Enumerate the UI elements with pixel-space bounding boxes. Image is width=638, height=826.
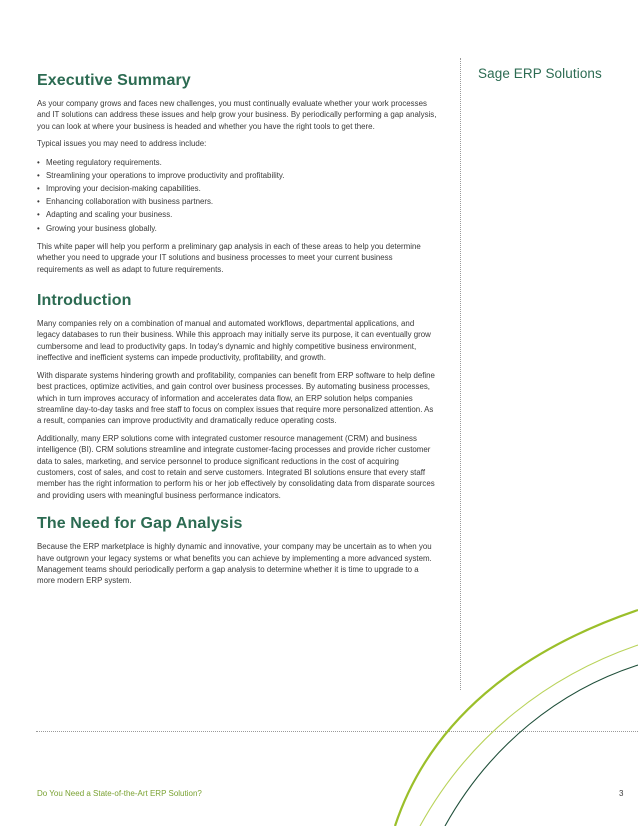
- page-number: 3: [619, 789, 624, 798]
- list-item: • Improving your decision-making capabilities.: [37, 182, 437, 195]
- list-item: • Adapting and scaling your business.: [37, 208, 437, 221]
- main-content: [37, 72, 437, 593]
- executive-summary-section: [37, 72, 437, 275]
- section-heading: Introduction: [37, 292, 132, 310]
- paragraph: As your company grows and faces new challenges, you must continually evaluate whether your work processes and IT solutions can address these issues and help grow your business. By periodically performing a gap analysis, you can look at where your business is headed and whether you have the right tools to get there.: [37, 99, 437, 131]
- list-item: • Enhancing collaboration with business partners.: [37, 195, 437, 208]
- list-item: • Growing your business globally.: [37, 222, 437, 235]
- footer-title: Do You Need a State-of-the-Art ERP Solution?: [37, 789, 202, 798]
- list-item: • Streamlining your operations to improve productivity and profitability.: [37, 169, 437, 182]
- paragraph: This white paper will help you perform a preliminary gap analysis in each of these areas to help you determine whether you need to upgrade your IT solutions and business processes to meet your current business requirements as well as adapt to future requirements.: [37, 241, 421, 274]
- section-heading: Executive Summary: [37, 72, 191, 89]
- gap-analysis-section: [37, 515, 437, 587]
- paragraph: With disparate systems hindering growth and profitability, companies can benefit from ERP software to help define best practices, optimize activities, and gain control over business processes. By automating business processes, which in turn improves accuracy of information and accelerates data flow, an ERP solution helps companies streamline day-to-day tasks and free staff to focus on complex issues that require more personalized attention. As a result, companies can improve productivity and dramatically reduce operating costs.: [37, 370, 435, 426]
- paragraph: Additionally, many ERP solutions come with integrated customer resource management (CRM) and business intelligence (BI). CRM solutions streamline and integrate customer-facing processes and provide richer customer data to sales, marketing, and service personnel to produce significant reductions in the cost of acquiring customers, cost of sales, and cost to retain and serve customers. Integrated BI solutions ensure that every staff member has the right information to perform his or her job effectively by consolidating data from disparate sources and providing users with meaningful business performance indicators.: [37, 433, 435, 500]
- swoosh-green-curve: [395, 610, 638, 826]
- issues-list: [37, 156, 437, 235]
- list-item: • Meeting regulatory requirements.: [37, 156, 437, 169]
- swoosh-green-thin-curve: [420, 645, 638, 826]
- paragraph: Typical issues you may need to address include:: [37, 139, 207, 149]
- introduction-section: [37, 292, 437, 501]
- paragraph: Many companies rely on a combination of manual and automated workflows, departmental applications, and legacy databases to run their business. While this approach may initially serve its purpose, it can eventually grow cumbersome and lead to productivity gaps. In today's dynamic and highly competitive business environment, ineffective and inefficient systems can impede productivity, profitability, and growth.: [37, 319, 431, 363]
- paragraph: Because the ERP marketplace is highly dynamic and innovative, your company may be uncertain as to when you have outgrown your legacy systems or what benefits you can achieve by implementing a more advanced system. Management teams should periodically perform a gap analysis to determine whether it is time to upgrade to a more modern ERP system.: [37, 542, 432, 586]
- brand-name: Sage ERP Solutions: [478, 66, 602, 81]
- swoosh-dark-curve: [445, 665, 638, 826]
- section-heading: The Need for Gap Analysis: [37, 515, 243, 533]
